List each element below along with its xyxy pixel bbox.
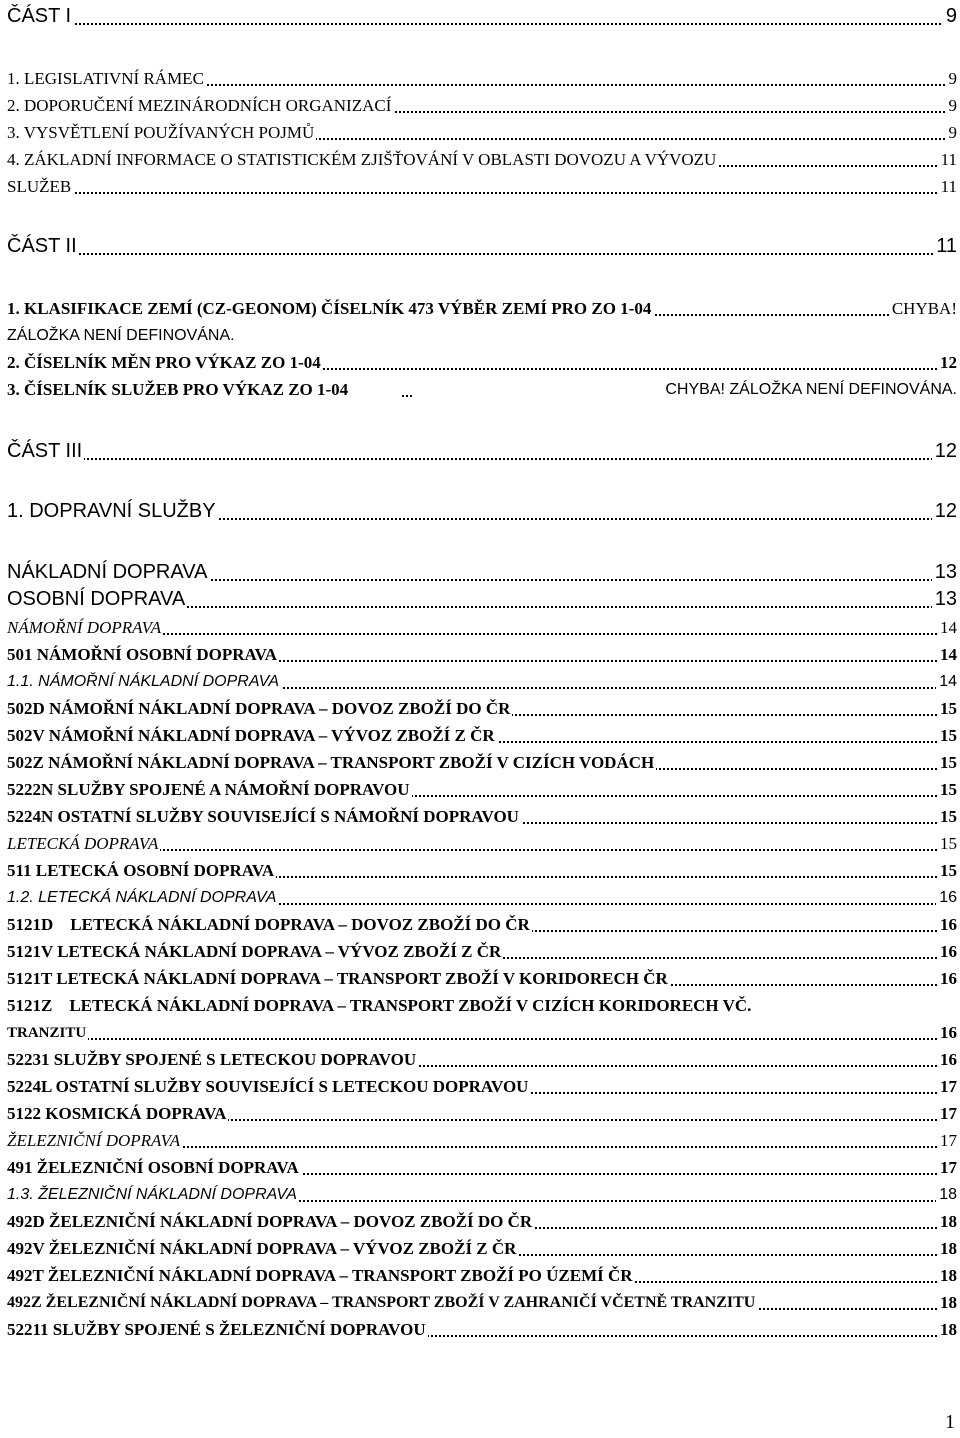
toc-label: 5121T LETECKÁ NÁKLADNÍ DOPRAVA – TRANSPORT ZBOŽÍ V KORIDORECH ČR [7,969,668,988]
toc-entry[interactable] [7,828,957,858]
toc-page: 18 [937,1240,957,1257]
toc-label: 2. DOPORUČENÍ MEZINÁRODNÍCH ORGANIZACÍ [7,96,392,115]
toc-label: ČÁST III [7,440,83,462]
toc-item[interactable] [7,347,957,377]
toc-page: 12 [932,441,957,461]
leader-dots [402,395,412,397]
toc-label: 3. VYSVĚTLENÍ POUŽÍVANÝCH POJMŮ [7,123,315,142]
toc-page: 17 [937,1105,957,1122]
toc-page: CHYBA! ZÁLOŽKA NENÍ DEFINOVÁNA. [662,382,957,398]
toc-item[interactable] [7,171,957,201]
toc-page: 18 [937,1321,957,1338]
toc-page: 17 [937,1132,957,1149]
leader-dots [7,458,957,460]
toc-label: ZÁLOŽKA NENÍ DEFINOVÁNA. [7,327,235,344]
toc-item[interactable] [7,90,957,120]
toc-page: 16 [937,1051,957,1068]
toc-page: CHYBA! [889,300,957,317]
toc-entry[interactable] [7,1314,957,1344]
leader-dots [7,192,957,194]
toc-entry[interactable] [7,1179,957,1209]
toc-entry-continuation[interactable] [7,1017,957,1047]
toc-page: 18 [937,1294,957,1311]
toc-entry[interactable] [7,801,957,831]
toc-entry[interactable] [7,1125,957,1155]
toc-page: 11 [938,151,957,168]
toc-label: LETECKÁ DOPRAVA [7,834,159,853]
toc-entry[interactable] [7,720,957,750]
toc-entry[interactable] [7,585,957,615]
toc-label: 3. ČÍSELNÍK SLUŽEB PRO VÝKAZ ZO 1-04 [7,380,349,399]
toc-label: 492V ŽELEZNIČNÍ NÁKLADNÍ DOPRAVA – VÝVOZ ZBOŽÍ Z ČR [7,1239,517,1258]
toc-label: 502D NÁMOŘNÍ NÁKLADNÍ DOPRAVA – DOVOZ ZBOŽÍ DO ČR [7,699,511,718]
toc-page: 13 [932,589,957,609]
toc-page: 15 [937,808,957,825]
toc-page: 18 [937,1213,957,1230]
toc-entry[interactable] [7,612,957,642]
toc-label: OSOBNÍ DOPRAVA [7,588,186,610]
toc-label: 1.3. ŽELEZNIČNÍ NÁKLADNÍ DOPRAVA [7,1186,297,1203]
toc-label: 1.2. LETECKÁ NÁKLADNÍ DOPRAVA [7,889,277,906]
toc-entry[interactable] [7,855,957,885]
toc-entry[interactable] [7,1287,957,1317]
toc-page: 16 [937,970,957,987]
toc-label: 5121Z LETECKÁ NÁKLADNÍ DOPRAVA – TRANSPORT ZBOŽÍ V CIZÍCH KORIDORECH VČ. [7,996,752,1015]
toc-page: 17 [937,1078,957,1095]
toc-label: 4. ZÁKLADNÍ INFORMACE O STATISTICKÉM ZJIŠŤOVÁNÍ V OBLASTI DOVOZU A VÝVOZU [7,150,717,169]
toc-label: 492D ŽELEZNIČNÍ NÁKLADNÍ DOPRAVA – DOVOZ ZBOŽÍ DO ČR [7,1212,533,1231]
toc-page: 12 [932,501,957,521]
toc-page: 18 [936,1187,957,1203]
toc-label: 5224N OSTATNÍ SLUŽBY SOUVISEJÍCÍ S NÁMOŘNÍ DOPRAVOU [7,807,519,826]
toc-label: 1.1. NÁMOŘNÍ NÁKLADNÍ DOPRAVA [7,673,280,690]
toc-page: 16 [937,943,957,960]
toc-label: NÁMOŘNÍ DOPRAVA [7,618,162,637]
toc-entry[interactable] [7,693,957,723]
toc-page: 13 [932,562,957,582]
toc-part-3[interactable] [7,437,957,467]
toc-label: 1. KLASIFIKACE ZEMÍ (CZ-GEONOM) ČÍSELNÍK 473 VÝBĚR ZEMÍ PRO ZO 1-04 [7,299,652,318]
toc-page: 18 [937,1267,957,1284]
toc-part-2[interactable] [7,232,957,262]
toc-label: 491 ŽELEZNIČNÍ OSOBNÍ DOPRAVA [7,1158,299,1177]
toc-item[interactable] [7,374,957,404]
toc-page: 15 [937,754,957,771]
toc-entry[interactable] [7,1206,957,1236]
toc-label: ŽELEZNIČNÍ DOPRAVA [7,1131,181,1150]
toc-label: TRANZITU [7,1025,87,1041]
toc-label: 502Z NÁMOŘNÍ NÁKLADNÍ DOPRAVA – TRANSPORT ZBOŽÍ V CIZÍCH VODÁCH [7,753,655,772]
toc-entry[interactable] [7,1071,957,1101]
toc-entry[interactable] [7,666,957,696]
toc-label: 52231 SLUŽBY SPOJENÉ S LETECKOU DOPRAVOU [7,1050,417,1069]
toc-page: 16 [936,890,957,906]
toc-entry[interactable] [7,774,957,804]
toc-item-continuation [7,320,957,350]
toc-entry[interactable] [7,1260,957,1290]
toc-page: 15 [937,862,957,879]
toc-label: 502V NÁMOŘNÍ NÁKLADNÍ DOPRAVA – VÝVOZ ZBOŽÍ Z ČR [7,726,495,745]
toc-page: 11 [933,236,957,256]
toc-page: 17 [937,1159,957,1176]
toc-entry[interactable] [7,936,957,966]
toc-label: 5121V LETECKÁ NÁKLADNÍ DOPRAVA – VÝVOZ ZBOŽÍ Z ČR [7,942,502,961]
toc-entry[interactable] [7,1044,957,1074]
toc-entry[interactable] [7,1098,957,1128]
toc-label: 5122 KOSMICKÁ DOPRAVA [7,1104,227,1123]
toc-label: 492Z ŽELEZNIČNÍ NÁKLADNÍ DOPRAVA – TRANSPORT ZBOŽÍ V ZAHRANIČÍ VČETNĚ TRANZITU [7,1294,756,1311]
toc-item[interactable] [7,144,957,174]
toc-page: 9 [946,70,958,87]
toc-page: 16 [937,1024,957,1041]
toc-label: SLUŽEB [7,177,72,196]
toc-label: 1. DOPRAVNÍ SLUŽBY [7,500,216,522]
leader-dots [7,253,957,255]
toc-section[interactable] [7,497,957,527]
toc-label: 5222N SLUŽBY SPOJENÉ A NÁMOŘNÍ DOPRAVOU [7,780,410,799]
toc-page: 15 [937,727,957,744]
toc-entry[interactable] [7,882,957,912]
toc-page: 9 [943,6,957,26]
toc-label: NÁKLADNÍ DOPRAVA [7,561,208,583]
toc-entry[interactable] [7,558,957,588]
toc-label: 5224L OSTATNÍ SLUŽBY SOUVISEJÍCÍ S LETECKOU DOPRAVOU [7,1077,529,1096]
toc-label: 511 LETECKÁ OSOBNÍ DOPRAVA [7,861,275,880]
toc-entry[interactable] [7,990,957,1020]
toc-page: 12 [937,354,957,371]
toc-entry[interactable] [7,639,957,669]
toc-item[interactable] [7,293,957,323]
toc-label: ČÁST II [7,235,77,257]
toc-entry[interactable] [7,909,957,939]
toc-label: 52211 SLUŽBY SPOJENÉ S ŽELEZNIČNÍ DOPRAVOU [7,1320,426,1339]
toc-page: 9 [946,124,958,141]
toc-label: 501 NÁMOŘNÍ OSOBNÍ DOPRAVA [7,645,277,664]
toc-item[interactable] [7,63,957,93]
leader-dots [7,1038,957,1040]
page-number: 1 [945,1411,955,1433]
toc-page: 15 [937,835,957,852]
toc-entry[interactable] [7,1152,957,1182]
toc-label: ČÁST I [7,5,72,27]
toc-label: 5121D LETECKÁ NÁKLADNÍ DOPRAVA – DOVOZ ZBOŽÍ DO ČR [7,915,530,934]
toc-page: 15 [937,781,957,798]
toc-page: 15 [937,700,957,717]
toc-label: 2. ČÍSELNÍK MĚN PRO VÝKAZ ZO 1-04 [7,353,321,372]
toc-entry[interactable] [7,963,957,993]
toc-item[interactable] [7,117,957,147]
toc-label: 492T ŽELEZNIČNÍ NÁKLADNÍ DOPRAVA – TRANSPORT ZBOŽÍ PO ÚZEMÍ ČR [7,1266,633,1285]
toc-page: 14 [936,674,957,690]
toc-page: 14 [937,619,957,636]
toc-page: 14 [937,646,957,663]
toc-page: 9 [946,97,958,114]
toc-label: 1. LEGISLATIVNÍ RÁMEC [7,69,204,88]
toc-page: 16 [937,916,957,933]
toc-part-1[interactable] [7,2,957,32]
toc-page: 11 [938,178,957,195]
toc-entry[interactable] [7,1233,957,1263]
toc-entry[interactable] [7,747,957,777]
leader-dots [7,23,957,25]
